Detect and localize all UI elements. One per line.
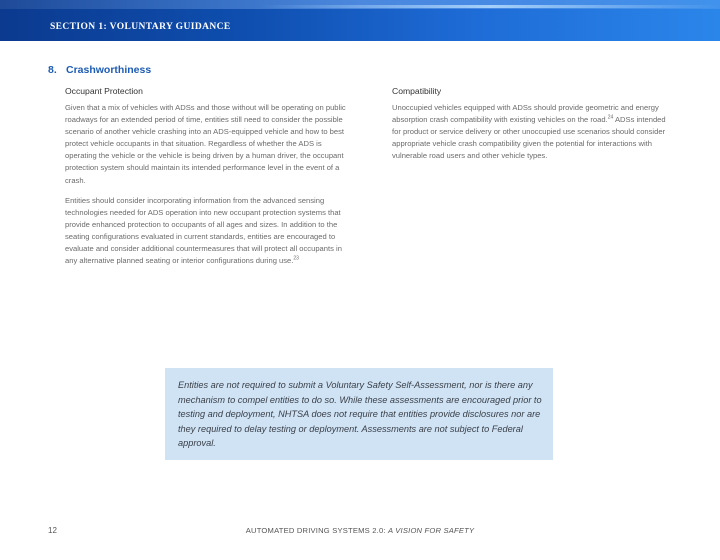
section-label: SECTION 1: VOLUNTARY GUIDANCE <box>50 22 231 32</box>
compatibility-paragraph <box>392 102 674 162</box>
footnote-ref-23: 23 <box>293 255 299 262</box>
left-column <box>65 86 347 275</box>
footnote-ref-24: 24 <box>607 114 614 121</box>
section-title: Crashworthiness <box>66 64 152 76</box>
compatibility-text-before: Unoccupied vehicles equipped with ADSs should provide geometric and energy absorption crash compatibility with existing vehicles on the road. <box>392 103 659 125</box>
occupant-protection-subhead: Occupant Protection <box>65 86 143 96</box>
occupant-protection-paragraph-2 <box>65 195 347 268</box>
compatibility-text-after: ADSs intended for product or service delivery or other unoccupied use scenarios should consider appropriate vehicle crash compatibility given the potential for interactions with vulnerable road users and other vehicle types. <box>392 115 666 161</box>
callout-box <box>165 368 553 460</box>
header-band <box>0 0 720 41</box>
page-number: 12 <box>48 526 57 535</box>
right-column <box>392 86 674 170</box>
section-number: 8. <box>48 64 57 76</box>
section-heading <box>48 64 151 76</box>
footer-title-italic: A VISION FOR SAFETY <box>388 526 475 535</box>
callout-text: Entities are not required to submit a Voluntary Safety Self-Assessment, nor is there any mechanism to compel entities to do so. While these assessments are encouraged prior to testing and deployment, NHTSA does not require that entities provide disclosures nor are they required to delay testing or deployment. Assessments are not subject to Federal approval. <box>178 380 542 449</box>
footer-title-plain: AUTOMATED DRIVING SYSTEMS 2.0: <box>245 526 386 535</box>
compatibility-subhead: Compatibility <box>392 86 442 96</box>
occupant-protection-paragraph-1: Given that a mix of vehicles with ADSs and those without will be operating on public roadways for an extended period of time, entities still need to consider the possible scenario of another vehicle crashing into an ADS-equipped vehicle and how to best protect vehicle occupants in that situation. Regardless of whether the ADS is operating the vehicle or the vehicle is being driven by a human driver, the occupant protection system should maintain its intended performance level in the event of a crash. <box>65 103 346 185</box>
paragraph-2-text: Entities should consider incorporating information from the advanced sensing technologies needed for ADS operation into new occupant protection systems that provide enhanced protection to occupants of all ages and sizes. In addition to the seating configurations evaluated in current standards, entities are encouraged to evaluate and consider additional countermeasures that will protect all occupants in any alternative planned seating or interior configurations during use. <box>65 195 342 266</box>
footer-title <box>0 526 720 535</box>
